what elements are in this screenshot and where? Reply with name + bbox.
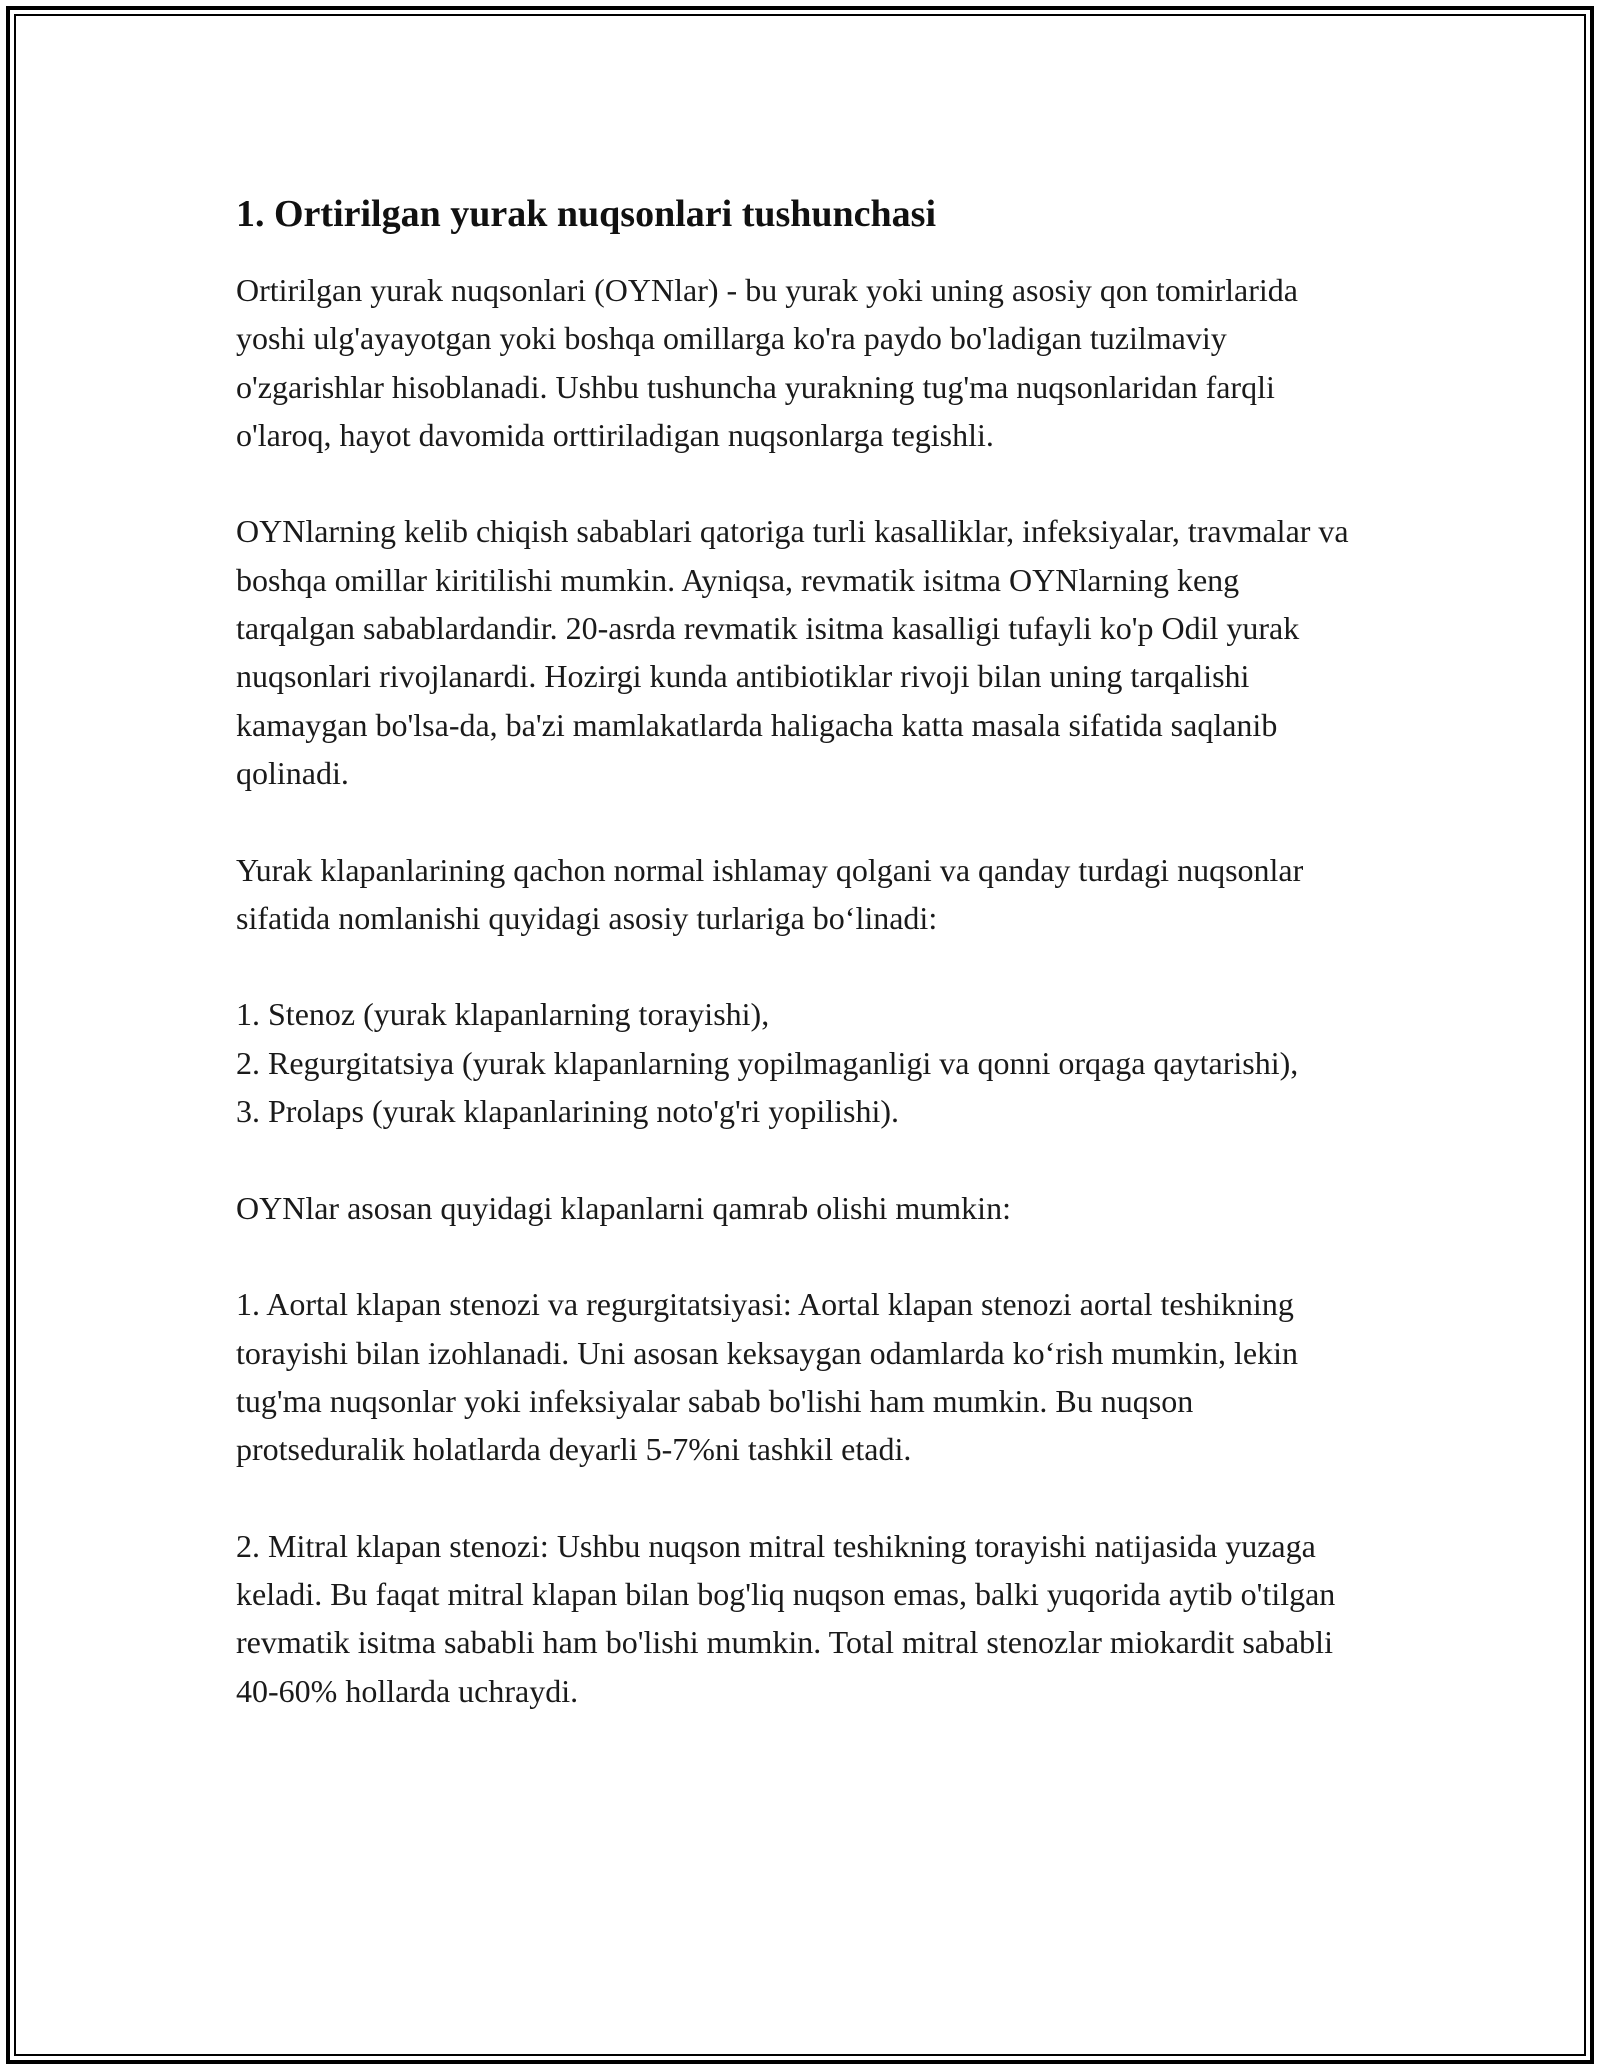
types-list	[236, 990, 1366, 1135]
paragraph-types-intro: Yurak klapanlarining qachon normal ishlamay qolgani va qanday turdagi nuqsonlar sifatida nomlanishi quyidagi asosiy turlariga bo‘linadi:	[236, 851, 1304, 936]
paragraph-definition: Ortirilgan yurak nuqsonlari (OYNlar) - bu yurak yoki uning asosiy qon tomirlarida yoshi ulg'ayayotgan yoki boshqa omillarga ko'ra paydo bo'ladigan tuzilmaviy o'zgarishlar hisoblanadi. Ushbu tushuncha yurakning tug'ma nuqsonlaridan farqli o'laroq, hayot davomida orttiriladigan nuqsonlarga tegishli.	[236, 272, 1298, 453]
list-item-stenosis: 1. Stenoz (yurak klapanlarning torayishi),	[236, 996, 770, 1033]
paragraph-causes: OYNlarning kelib chiqish sabablari qatoriga turli kasalliklar, infeksiyalar, travmalar va boshqa omillar kiritilishi mumkin. Ayniqsa, revmatik isitma OYNlarning keng tarqalgan sabablardandir. 20-asrda revmatik isitma kasalligi tufayli ko'p Odil yurak nuqsonlari rivojlanardi. Hozirgi kunda antibiotiklar rivoji bilan uning tarqalishi kamaygan bo'lsa-da, ba'zi mamlakatlarda haligacha katta masala sifatida saqlanib qolinadi.	[236, 513, 1349, 791]
section-heading: 1. Ortirilgan yurak nuqsonlari tushunchasi	[236, 193, 937, 235]
document-body	[236, 188, 1366, 1763]
paragraph-valves-intro: OYNlar asosan quyidagi klapanlarni qamrab olishi mumkin:	[236, 1189, 1011, 1226]
list-item-prolapse: 3. Prolaps (yurak klapanlarining noto'g'ri yopilishi).	[236, 1093, 899, 1130]
paragraph-aortic-valve: 1. Aortal klapan stenozi va regurgitatsiyasi: Aortal klapan stenozi aortal teshikning torayishi bilan izohlanadi. Uni asosan keksaygan odamlarda ko‘rish mumkin, lekin tug'ma nuqsonlar yoki infeksiyalar sabab bo'lishi ham mumkin. Bu nuqson protseduralik holatlarda deyarli 5-7%ni tashkil etadi.	[236, 1286, 1298, 1468]
list-item-regurgitation: 2. Regurgitatsiya (yurak klapanlarning yopilmaganligi va qonni orqaga qaytarishi),	[236, 1044, 1299, 1081]
paragraph-mitral-valve: 2. Mitral klapan stenozi: Ushbu nuqson mitral teshikning torayishi natijasida yuzaga keladi. Bu faqat mitral klapan bilan bog'liq nuqson emas, balki yuqorida aytib o'tilgan revmatik isitma sababli ham bo'lishi mumkin. Total mitral stenozlar miokardit sababli 40-60% hollarda uchraydi.	[236, 1527, 1336, 1709]
